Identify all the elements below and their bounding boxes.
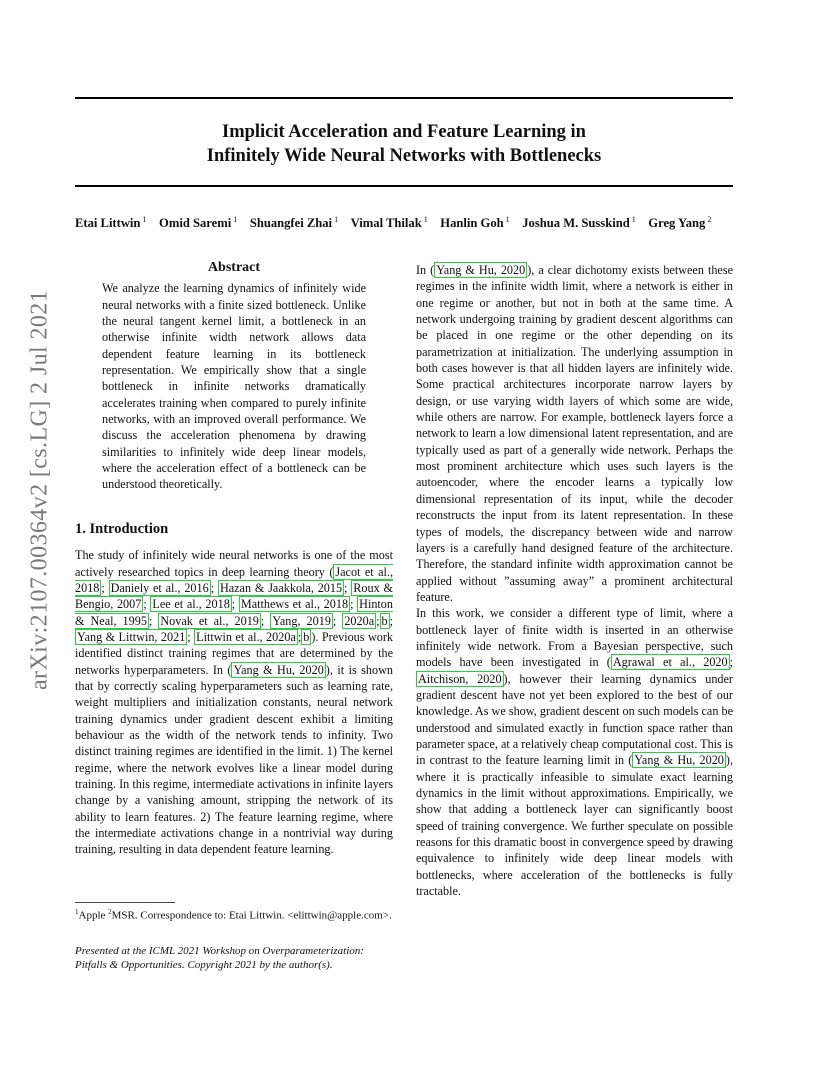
paragraph-text: The study of infinitely wide neural networks is one of the most actively researched topics in deep learning theory ( <box>75 548 393 579</box>
abstract-heading: Abstract <box>207 260 261 275</box>
title-top-rule <box>75 97 733 99</box>
author-affiliation-marker: 1 <box>503 215 510 224</box>
citation-link[interactable]: b <box>381 613 388 628</box>
author <box>159 216 237 230</box>
affiliation-footnote <box>75 905 393 923</box>
paragraph-text: ; <box>332 613 343 628</box>
affiliation-marker-1: 1 <box>75 908 79 916</box>
paragraph-text: ; <box>101 580 109 595</box>
footnote-rule <box>75 902 175 903</box>
paragraph-text: In ( <box>416 263 435 277</box>
author-name: Greg Yang <box>648 216 706 231</box>
citation-link[interactable]: Littwin et al., 2020a <box>196 629 296 644</box>
intro-paragraph-3 <box>416 605 733 899</box>
title-line-2: Infinitely Wide Neural Networks with Bottlenecks <box>206 146 602 166</box>
paragraph-text: ), a clear dichotomy exists between these regimes in the infinite width limit, where a network is either in one regime or another, but not in both at the same time. A network undergoing training by gradient descent algorithms can be placed in one regime or the other depending on its parametrization at initialization. The underlying assumption in both cases however is that all hidden layers are infinitely wide. Some practical architectures incorporate narrow layers by design, or use varying width layers of which some are wide, while others are narrow. For example, bottleneck layers force a network to learn a low dimensional latent representation, and are typically used as part of a generally wide network. Perhaps the most prominent architecture which uses such layers is the autoencoder, where the encoder learns a typically low dimensional representation of its input, while the decoder reconstructs the input from its latent representation. In these types of models, the discrepancy between wide and narrow layers is a carefully hand designed feature of the architecture. Therefore, the standard infinite width approximation cannot be applied without ”assuming away” a prominent architectural feature. <box>416 263 733 604</box>
abstract-text: We analyze the learning dynamics of infinitely wide neural networks with a finite sized bottleneck. Unlike the neural tangent kernel limit, a bottleneck in an otherwise infinite width network allows data dependent feature learning in its bottleneck representation. We empirically show that a single bottleneck in infinite networks dramatically accelerates training when compared to purely infinite networks, with an improved overall performance. We discuss the acceleration phenomena by drawing similarities to infinitely wide deep linear models, where the acceleration effect of a bottleneck can be understood theoretically. <box>102 281 366 492</box>
affiliation-marker-2: 2 <box>108 908 112 916</box>
venue-line-2: Pitfalls & Opportunities. Copyright 2021 by the author(s). <box>75 959 333 971</box>
citation-link[interactable]: Hazan & Jaakkola, 2015 <box>219 580 343 595</box>
paragraph-text: ). Previous work identified distinct training regimes that are determined by the networks hyperparameters. In ( <box>75 629 394 677</box>
citation-link[interactable]: Yang, 2019 <box>272 613 331 628</box>
section-heading-introduction: 1. Introduction <box>75 520 169 537</box>
citation-link[interactable]: Hinton & Neal, 1995 <box>75 597 393 628</box>
author <box>522 216 635 230</box>
citation-link[interactable]: Jacot et al., 2018 <box>75 564 393 595</box>
citation-link[interactable]: b <box>303 629 310 644</box>
author-name: Joshua M. Susskind <box>522 216 630 231</box>
author-list <box>75 215 740 231</box>
right-column <box>416 262 733 899</box>
left-column <box>75 260 393 858</box>
paragraph-text: ; <box>344 580 352 595</box>
paragraph-text: ; <box>231 597 239 612</box>
author-affiliation-marker: 1 <box>140 215 147 224</box>
author <box>250 216 338 230</box>
author-name: Etai Littwin <box>75 216 141 231</box>
venue-line-1: Presented at the ICML 2021 Workshop on Overparameterization: <box>75 945 364 957</box>
intro-paragraph-2 <box>416 262 733 605</box>
paragraph-text: In this work, we consider a different type of limit, where a bottleneck layer of finite width is inserted in an otherwise infinitely wide network. From a Bayesian perspective, such models have been investigated in ( <box>416 606 733 670</box>
citation-link[interactable]: Yang & Hu, 2020 <box>233 662 324 677</box>
citation-link[interactable]: Yang & Hu, 2020 <box>634 753 724 768</box>
venue-note <box>75 944 405 972</box>
citation-link[interactable]: 2020a <box>344 613 375 628</box>
citation-link[interactable]: Yang & Hu, 2020 <box>436 263 526 277</box>
author <box>648 216 711 230</box>
intro-paragraph-1 <box>75 547 393 858</box>
citation-link[interactable]: Aitchison, 2020 <box>418 671 502 686</box>
paragraph-text: ), it is shown that by correctly scaling hyperparameters such as learning rate, weight multipliers and initialization constants, neural network training dynamics under gradient descent exhibit a limiting behaviour as the width of the network tends to infinity. Two distinct training regimes are identified in the limit. 1) The kernel regime, where the network evolves like a linear model during training. In this regime, intermediate activations in infinite layers change by a vanishing amount, stripping the network of its ability to learn features. 2) The feature learning regime, where the intermediate activations change in a nontrivial way during training, resulting in data dependent feature learning. <box>75 662 393 857</box>
title-bottom-rule <box>75 185 733 187</box>
affiliation-apple: Apple <box>78 909 109 922</box>
author-affiliation-marker: 1 <box>629 215 636 224</box>
paragraph-text: ; <box>187 629 195 644</box>
author <box>351 216 428 230</box>
paragraph-text: ; <box>210 580 218 595</box>
citation-link[interactable]: Roux & Bengio, 2007 <box>75 580 394 612</box>
paragraph-text: ; <box>148 613 159 628</box>
citation-link[interactable]: Agrawal et al., 2020 <box>612 655 728 670</box>
author-name: Hanlin Goh <box>440 216 504 231</box>
paragraph-text: ; <box>729 655 733 670</box>
paragraph-text: ; <box>143 597 151 612</box>
author <box>75 216 146 230</box>
author-affiliation-marker: 1 <box>421 215 428 224</box>
paper-title <box>75 120 733 168</box>
paragraph-text: ; <box>376 613 380 628</box>
citation-link[interactable]: Novak et al., 2019 <box>160 613 259 628</box>
affiliation-msr-correspondence: MSR. Correspondence to: Etai Littwin. <elittwin@apple.com>. <box>111 909 392 922</box>
author-name: Shuangfei Zhai <box>249 216 333 231</box>
citation-link[interactable]: Matthews et al., 2018 <box>240 597 349 612</box>
paragraph-text: ; <box>389 613 393 628</box>
title-line-1: Implicit Acceleration and Feature Learning in <box>222 122 586 142</box>
paragraph-text: ; <box>350 597 358 612</box>
author-affiliation-marker: 1 <box>332 215 339 224</box>
author <box>440 216 509 230</box>
author-name: Omid Saremi <box>159 216 232 231</box>
citation-link[interactable]: Daniely et al., 2016 <box>110 580 209 595</box>
author-affiliation-marker: 2 <box>705 215 712 224</box>
author-affiliation-marker: 1 <box>231 215 238 224</box>
paragraph-text: ; <box>297 629 302 644</box>
paragraph-text: ), where it is practically infeasible to simulate exact learning dynamics in the limit without approximations. Empirically, we show that adding a bottleneck layer can significantly boost speed of training convergence. We further speculate on possible reasons for this dramatic boost in convergence speed by drawing equivalence to infinitely wide deep linear models with bottlenecks, where acceleration of the bottlenecks is fully tractable. <box>416 753 733 899</box>
paragraph-text: ; <box>260 613 271 628</box>
citation-link[interactable]: Yang & Littwin, 2021 <box>77 629 186 644</box>
paragraph-text: ), however their learning dynamics under gradient descent have not yet been explored to the best of our knowledge. As we show, gradient descent on such models can be understood and simulated exactly in function space rather than parameter space, at a relatively cheap computational cost. This is in contrast to the feature learning limit in ( <box>416 671 733 768</box>
arxiv-stamp: arXiv:2107.00364v2 [cs.LG] 2 Jul 2021 <box>26 289 53 691</box>
author-name: Vimal Thilak <box>350 216 422 231</box>
citation-link[interactable]: Lee et al., 2018 <box>152 597 230 612</box>
